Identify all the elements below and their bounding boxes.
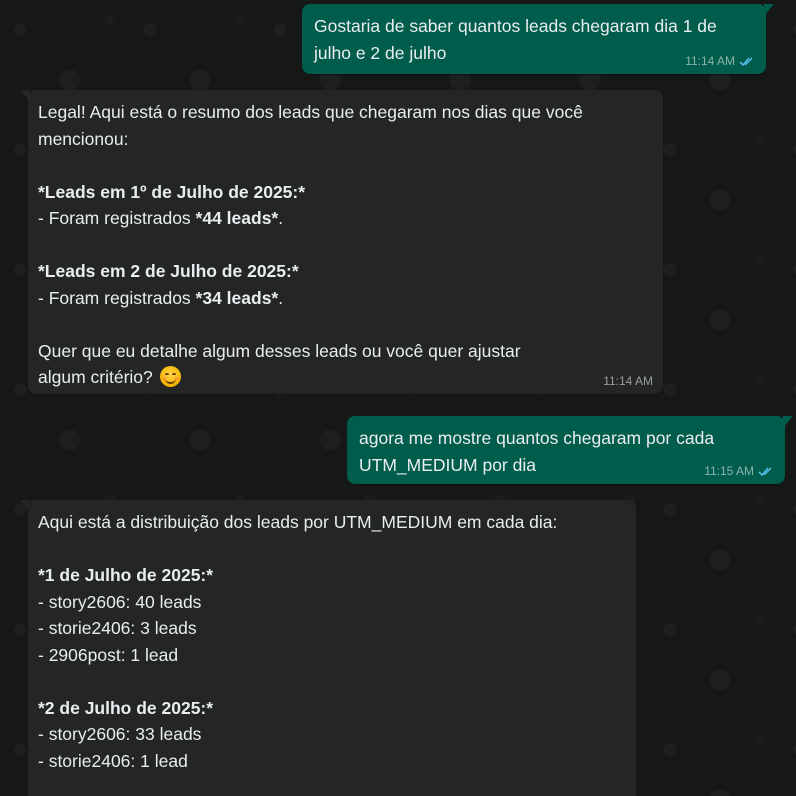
- incoming-message[interactable]: [28, 500, 636, 796]
- bubble-tail: [20, 500, 30, 512]
- message-text-line: [38, 232, 651, 259]
- message-text: - Foram registrados: [38, 208, 196, 228]
- message-time: 11:14 AM: [603, 374, 653, 388]
- message-text-line: julho e 2 de julho: [314, 42, 447, 63]
- message-text-line: [38, 311, 651, 338]
- message-text-line: UTM_MEDIUM por dia: [359, 454, 536, 475]
- message-meta: [685, 54, 756, 68]
- message-bold-text: *1 de Julho de 2025:*: [38, 565, 214, 585]
- incoming-message[interactable]: [28, 90, 663, 394]
- message-text-line: Legal! Aqui está o resumo dos leads que chegaram nos dias que você: [38, 102, 583, 122]
- message-time: 11:15 AM: [704, 464, 754, 478]
- message-text-line: - story2606: 40 leads: [38, 591, 202, 612]
- bubble-tail: [20, 90, 30, 102]
- message-bold-text: *2 de Julho de 2025:*: [38, 697, 214, 718]
- message-text: - Foram registrados: [38, 287, 196, 308]
- smiling-face-icon: [160, 366, 181, 387]
- message-text-line: mencionou:: [38, 128, 129, 149]
- double-check-icon: [739, 56, 756, 67]
- message-text: .: [278, 208, 284, 228]
- message-text-line: - storie2406: 1 lead: [38, 750, 188, 771]
- outgoing-message[interactable]: [302, 4, 766, 74]
- message-text-line: - storie2406: 3 leads: [38, 618, 197, 638]
- outgoing-message[interactable]: [347, 416, 785, 484]
- double-check-icon: [758, 466, 775, 477]
- message-text-line: [38, 668, 624, 695]
- message-text-line: [38, 536, 624, 563]
- message-meta: [704, 464, 775, 478]
- message-text-line: Aqui está a distribuição dos leads por UTM_MEDIUM em cada dia:: [38, 512, 558, 532]
- message-text: .: [278, 287, 284, 308]
- message-text-line: - story2606: 33 leads: [38, 724, 202, 744]
- message-bold-text: *44 leads*: [195, 208, 279, 228]
- message-bold-text: *34 leads*: [195, 287, 279, 308]
- message-text: algum critério?: [38, 367, 153, 387]
- message-text-line: - 2906post: 1 lead: [38, 644, 179, 665]
- message-meta: [603, 374, 653, 388]
- bubble-tail: [783, 416, 793, 428]
- message-time: 11:14 AM: [685, 54, 735, 68]
- message-bold-text: *Leads em 1º de Julho de 2025:*: [38, 181, 306, 202]
- message-bold-text: *Leads em 2 de Julho de 2025:*: [38, 261, 299, 281]
- message-text-line: Gostaria de saber quantos leads chegaram dia 1 de: [314, 16, 717, 36]
- bubble-tail: [764, 4, 774, 16]
- message-text-line: [38, 152, 651, 179]
- message-text-line: Quer que eu detalhe algum desses leads ou você quer ajustar: [38, 340, 521, 361]
- message-text-line: agora me mostre quantos chegaram por cada: [359, 428, 715, 448]
